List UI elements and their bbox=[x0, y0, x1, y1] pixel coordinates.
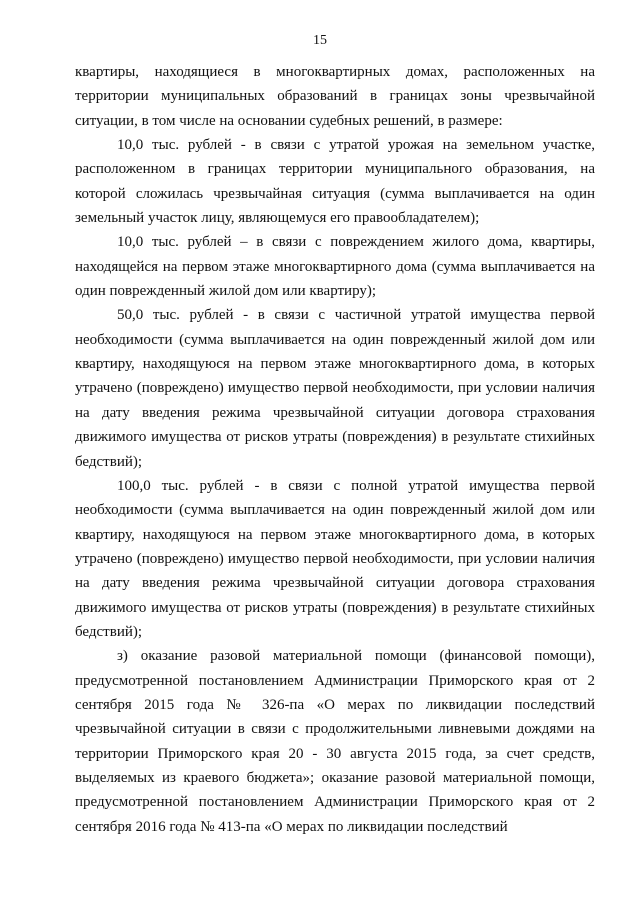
paragraph-full-property-loss: 100,0 тыс. рублей - в связи с полной утратой имущества первой необходимости (сумма выплачивается на один поврежденный жилой дом или квартиру, находящуюся на первом этаже многоквартирного дома, в которых утрачено (повреждено) имущество первой необходимости, при условии наличия на дату введения режима чрезвычайной ситуации договора страхования движимого имущества от рисков утраты (повреждения) в результате стихийных бедствий); bbox=[75, 477, 595, 640]
paragraph-crop-loss: 10,0 тыс. рублей - в связи с утратой урожая на земельном участке, расположенном в границах территории муниципального образования, на которой сложилась чрезвычайная ситуация (сумма выплачивается на один земельный участок лицу, являющемуся его правообладателем); bbox=[75, 137, 595, 227]
paragraph-continuation: квартиры, находящиеся в многоквартирных домах, расположенных на территории муниципальных образований в границах зоны чрезвычайной ситуации, в том числе на основании судебных решений, в размере: bbox=[75, 64, 595, 129]
document-body bbox=[75, 60, 595, 839]
paragraph-partial-property-loss: 50,0 тыс. рублей - в связи с частичной утратой имущества первой необходимости (сумма выплачивается на один поврежденный жилой дом или квартиру, находящуюся на первом этаже многоквартирного дома, в которых утрачено (повреждено) имущество первой необходимости, при условии наличия на дату введения режима чрезвычайной ситуации договора страхования движимого имущества от рисков утраты (повреждения) в результате стихийных бедствий); bbox=[75, 307, 595, 470]
paragraph-house-damage: 10,0 тыс. рублей – в связи с повреждением жилого дома, квартиры, находящейся на первом этаже многоквартирного дома (сумма выплачивается на один поврежденный жилой дом или квартиру); bbox=[75, 234, 595, 300]
page-number: 15 bbox=[313, 33, 327, 48]
paragraph-one-time-aid: з) оказание разовой материальной помощи (финансовой помощи), предусмотренной постановлением Администрации Приморского края от 2 сентября 2015 года № 326-па «О мерах по ликвидации последствий чрезвычайной ситуации в связи с продолжительными ливневыми дождями на территории Приморского края 20 - 30 августа 2015 года, за счет средств, выделяемых из краевого бюджета»; оказание разовой материальной помощи, предусмотренной постановлением Администрации Приморского края от 2 сентября 2016 года № 413-па «О мерах по ликвидации последствий bbox=[75, 648, 595, 835]
